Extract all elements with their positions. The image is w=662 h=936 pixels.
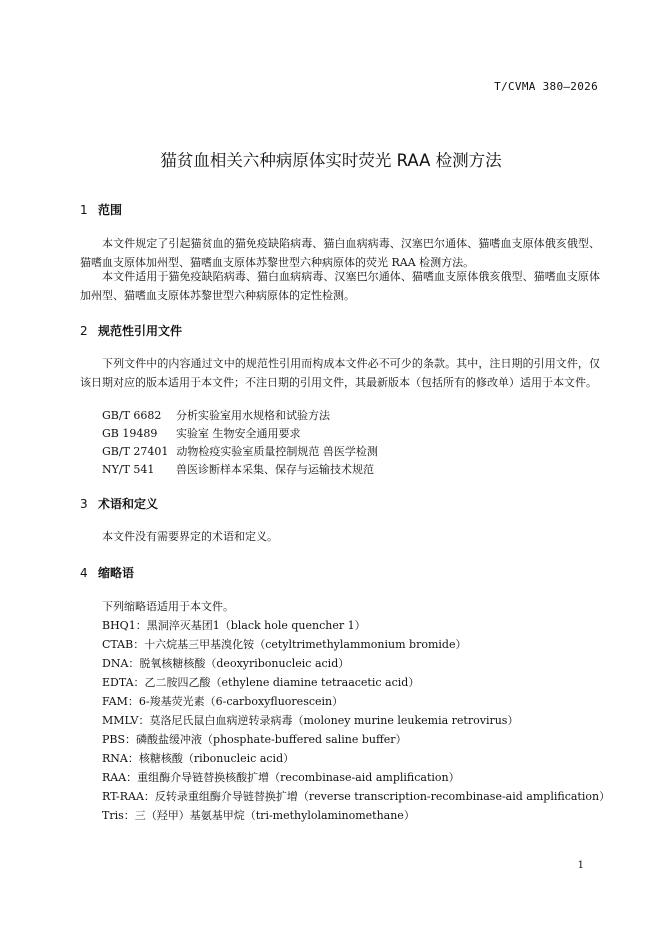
- abbreviation-chinese: 脱氧核糖核酸: [139, 657, 206, 670]
- reference-title: 分析实验室用水规格和试验方法: [176, 409, 330, 422]
- section-heading-scope: [80, 201, 122, 218]
- abbreviation: EDTA: [102, 676, 134, 689]
- abbreviation-chinese: 十六烷基三甲基溴化铵: [144, 638, 255, 651]
- abbreviation-item: PBS：磷酸盐缓冲液（phosphate-buffered saline buffer）: [102, 733, 407, 746]
- page-number: 1: [577, 860, 584, 871]
- abbreviation-english: reverse transcription-recombinase-aid amplification: [308, 790, 600, 803]
- abbreviation: FAM: [102, 695, 128, 708]
- abbreviation: MMLV: [102, 714, 139, 727]
- section-number: 1: [80, 203, 88, 217]
- paragraph: 本文件适用于猫免疫缺陷病毒、猫白血病病毒、汉塞巴尔通体、猫嗜血支原体俄亥俄型、猫嗜血支原体加州型、猫嗜血支原体苏黎世型六种病原体的定性检测。: [80, 270, 600, 302]
- paragraph: 下列文件中的内容通过文中的规范性引用而构成本文件必不可少的条款。其中，注日期的引用文件，仅该日期对应的版本适用于本文件；不注日期的引用文件，其最新版本（包括所有的修改单）适用于本文件。: [80, 357, 600, 389]
- reference-title: 实验室 生物安全通用要求: [176, 427, 301, 440]
- abbreviation-chinese: 反转录重组酶介导链替换扩增: [154, 790, 298, 803]
- abbreviation: BHQ1: [102, 619, 136, 632]
- abbreviation-english: black hole quencher 1: [230, 619, 355, 632]
- abbreviation-chinese: 乙二胺四乙酸: [144, 676, 211, 689]
- abbreviation-item: EDTA：乙二胺四乙酸（ethylene diamine tetraacetic acid）: [102, 676, 420, 689]
- abbreviation-item: RNA：核糖核酸（ribonucleic acid）: [102, 752, 295, 765]
- reference-code: GB/T 27401: [102, 445, 169, 458]
- abbreviation-chinese: 磷酸盐缓冲液: [136, 733, 203, 746]
- abbreviation-english: recombinase-aid amplification: [280, 771, 449, 784]
- section-number: 4: [80, 566, 88, 580]
- reference-item: [102, 406, 330, 425]
- abbreviation-english: cetyltrimethylammonium bromide: [265, 638, 456, 651]
- reference-code: NY/T 541: [102, 463, 155, 476]
- section-heading-normative-references: [80, 322, 182, 339]
- document-code: T/CVMA 380—2026: [494, 80, 598, 93]
- abbreviation-english: ribonucleic acid: [193, 752, 284, 765]
- abbreviation-chinese: 莫洛尼氏鼠白血病逆转录病毒: [149, 714, 293, 727]
- section-title: 规范性引用文件: [98, 324, 183, 338]
- document-title: 猫贫血相关六种病原体实时荧光 RAA 检测方法: [160, 151, 502, 170]
- paragraph: 下列缩略语适用于本文件。: [102, 600, 234, 613]
- reference-code: GB/T 6682: [102, 409, 162, 422]
- abbreviation-chinese: 6-羧基荧光素: [138, 695, 205, 708]
- abbreviation-item: DNA：脱氧核糖核酸（deoxyribonucleic acid）: [102, 657, 350, 670]
- abbreviation-english: phosphate-buffered saline buffer: [213, 733, 396, 746]
- abbreviation-item: Tris：三（羟甲）基氨基甲烷（tri-methylolaminomethane）: [102, 809, 415, 822]
- section-title: 范围: [98, 203, 123, 217]
- abbreviation-english: 6-carboxyfluorescein: [215, 695, 333, 708]
- abbreviation-item: MMLV：莫洛尼氏鼠白血病逆转录病毒（moloney murine leukemia retrovirus）: [102, 714, 519, 727]
- reference-item: [102, 442, 378, 461]
- paragraph: 本文件规定了引起猫贫血的猫免疫缺陷病毒、猫白血病病毒、汉塞巴尔通体、猫嗜血支原体俄亥俄型、猫嗜血支原体加州型、猫嗜血支原体苏黎世型六种病原体的荧光 RAA 检测方法。: [80, 237, 600, 269]
- abbreviation-english: ethylene diamine tetraacetic acid: [221, 676, 409, 689]
- reference-title: 兽医诊断样本采集、保存与运输技术规范: [176, 463, 374, 476]
- section-heading-terms-and-definitions: [80, 495, 158, 512]
- abbreviation: PBS: [102, 733, 126, 746]
- section-number: 3: [80, 497, 88, 511]
- abbreviation-chinese: 黑洞淬灭基团1: [146, 619, 220, 632]
- abbreviation-item: CTAB：十六烷基三甲基溴化铵（cetyltrimethylammonium bromide）: [102, 638, 467, 651]
- abbreviation: DNA: [102, 657, 129, 670]
- abbreviation-chinese: 三（羟甲）基氨基甲烷: [134, 809, 245, 822]
- section-title: 缩略语: [98, 566, 135, 580]
- abbreviation-english: moloney murine leukemia retrovirus: [303, 714, 508, 727]
- abbreviation: RAA: [102, 771, 127, 784]
- abbreviation-item: RAA：重组酶介导链替换核酸扩增（recombinase-aid amplification）: [102, 771, 460, 784]
- section-number: 2: [80, 324, 88, 338]
- abbreviation-chinese: 核糖核酸: [138, 752, 183, 765]
- abbreviation: Tris: [102, 809, 124, 822]
- abbreviation-chinese: 重组酶介导链替换核酸扩增: [137, 771, 270, 784]
- reference-title: 动物检疫实验室质量控制规范 兽医学检测: [176, 445, 378, 458]
- reference-item: [102, 460, 374, 479]
- reference-item: [102, 424, 301, 443]
- abbreviation-item: RT-RAA：反转录重组酶介导链替换扩增（reverse transcription-recombinase-aid amplification）: [102, 790, 611, 803]
- section-heading-abbreviations: [80, 564, 134, 581]
- reference-code: GB 19489: [102, 427, 158, 440]
- abbreviation: CTAB: [102, 638, 134, 651]
- paragraph: 本文件没有需要界定的术语和定义。: [102, 530, 278, 543]
- abbreviation-english: tri-methylolaminomethane: [255, 809, 404, 822]
- abbreviation: RNA: [102, 752, 128, 765]
- abbreviation-item: BHQ1：黑洞淬灭基团1（black hole quencher 1）: [102, 619, 366, 632]
- abbreviation-english: deoxyribonucleic acid: [216, 657, 339, 670]
- abbreviation: RT-RAA: [102, 790, 144, 803]
- abbreviation-item: FAM：6-羧基荧光素（6-carboxyfluorescein）: [102, 695, 344, 708]
- section-title: 术语和定义: [98, 497, 159, 511]
